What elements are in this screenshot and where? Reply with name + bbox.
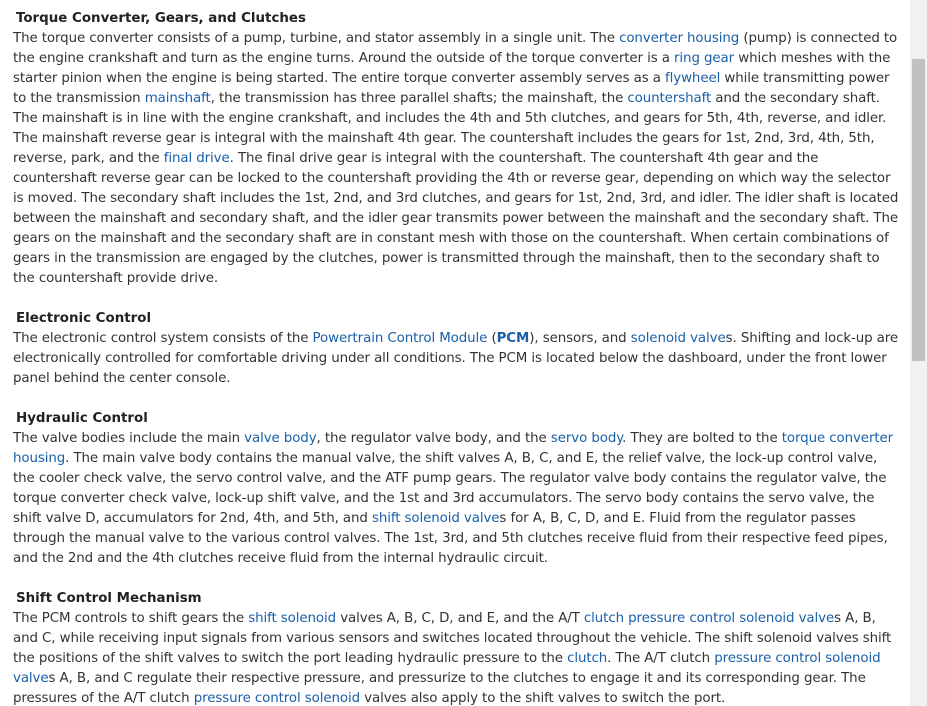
glossary-link[interactable]: flywheel [665, 71, 721, 86]
paragraph-text: s A, B, and C regulate their respective pressure, and pressurize to the clutches to engage it and its corresponding gear. The pressures of the A/T clutch [13, 671, 866, 706]
glossary-link[interactable]: pressure control solenoid valve [13, 651, 881, 686]
paragraph-text: , the transmission has three parallel shafts; the mainshaft, the [210, 91, 628, 106]
glossary-link[interactable]: shift solenoid [248, 611, 337, 626]
paragraph-text: s A, B, and C, while receiving input signals from various sensors and switches located throughout the vehicle. The shift solenoid valves shift the positions of the shift valves to switch the port leading hydraulic pressure to the [13, 611, 892, 666]
paragraph-text: valves A, B, C, D, and E, and the A/T [336, 611, 584, 626]
glossary-link[interactable]: ring gear [674, 51, 735, 66]
scrollbar-thumb[interactable] [912, 59, 925, 361]
paragraph-text: The electronic control system consists of the [13, 331, 313, 346]
glossary-link[interactable]: clutch [567, 651, 608, 666]
section-heading: Shift Control Mechanism [16, 591, 202, 606]
paragraph-text: while transmitting power to the transmission [13, 71, 890, 106]
section-paragraph [13, 429, 900, 569]
glossary-link[interactable]: mainshaft [144, 91, 211, 106]
glossary-link[interactable] [497, 331, 530, 346]
glossary-link[interactable]: Powertrain Control Module [312, 331, 488, 346]
vertical-scrollbar[interactable] [910, 0, 927, 706]
section-shift-control [13, 589, 900, 706]
section-paragraph [13, 29, 900, 289]
glossary-link[interactable]: converter housing [619, 31, 740, 46]
paragraph-text: ( [487, 331, 497, 346]
section-paragraph [13, 329, 900, 389]
paragraph-text: . The A/T clutch [607, 651, 715, 666]
paragraph-text: (pump) is connected to the engine crankshaft and turn as the engine turns. Around the outside of the torque converter is a [13, 31, 898, 66]
glossary-link[interactable]: solenoid valve [630, 331, 726, 346]
paragraph-text: s. Shifting and lock-up are electronically controlled for comfortable driving under all conditions. The PCM is located below the dashboard, under the front lower panel behind the center console. [13, 331, 899, 386]
paragraph-text: ), sensors, and [529, 331, 631, 346]
section-electronic-control [13, 309, 900, 389]
paragraph-text: The torque converter consists of a pump, turbine, and stator assembly in a single unit. The [13, 31, 620, 46]
paragraph-text: valves also apply to the shift valves to switch the port. [360, 691, 726, 706]
glossary-link[interactable]: countershaft [627, 91, 712, 106]
paragraph-text: The PCM controls to shift gears the [13, 611, 249, 626]
section-heading: Hydraulic Control [16, 411, 148, 426]
section-paragraph [13, 609, 900, 706]
paragraph-text: , the regulator valve body, and the [316, 431, 551, 446]
glossary-link[interactable]: valve body [244, 431, 317, 446]
glossary-link[interactable]: torque converter housing [13, 431, 894, 466]
glossary-link[interactable]: final drive [163, 151, 230, 166]
glossary-link-bold-text: PCM [496, 331, 530, 346]
paragraph-text: . The final drive gear is integral with the countershaft. The countershaft 4th gear and the countershaft reverse gear can be locked to the countershaft providing the 4th or reverse gear, depending on which way the selector is moved. The secondary shaft includes the 1st, 2nd, and 3rd clutches, and gears for 1st, 2nd, 3rd, and idler. The idler shaft is located between the mainshaft and secondary shaft, and the idler gear transmits power between the mainshaft and the secondary shaft. The gears on the mainshaft and the secondary shaft are in constant mesh with those on the countershaft. When certain combinations of gears in the transmission are engaged by the clutches, power is transmitted through the mainshaft, then to the secondary shaft to the countershaft provide drive. [13, 151, 899, 286]
glossary-link[interactable]: clutch pressure control solenoid valve [583, 611, 835, 626]
section-hydraulic-control [13, 409, 900, 569]
paragraph-text: The valve bodies include the main [13, 431, 245, 446]
section-heading: Electronic Control [16, 311, 152, 326]
glossary-link[interactable]: pressure control solenoid [193, 691, 360, 706]
paragraph-text: s for A, B, C, D, and E. Fluid from the regulator passes through the manual valve to the various control valves. The 1st, 3rd, and 5th clutches receive fluid from their respective feed pipes, and the 2nd and the 4th clutches receive fluid from the internal hydraulic circuit. [13, 511, 888, 566]
glossary-link[interactable]: shift solenoid valve [371, 511, 500, 526]
glossary-link[interactable]: servo body [550, 431, 623, 446]
paragraph-text: . They are bolted to the [622, 431, 782, 446]
section-torque-converter [13, 9, 900, 289]
paragraph-text: which meshes with the starter pinion when the engine is being started. The entire torque converter assembly serves as a [13, 51, 891, 86]
paragraph-text: and the secondary shaft. The mainshaft is in line with the engine crankshaft, and includes the 4th and 5th clutches, and gears for 5th, 4th, reverse, and idler. The mainshaft reverse gear is integral with the mainshaft 4th gear. The countershaft includes the gears for 1st, 2nd, 3rd, 4th, 5th, reverse, park, and the [13, 91, 887, 166]
paragraph-text: . The main valve body contains the manual valve, the shift valves A, B, C, and E, the relief valve, the lock-up control valve, the cooler check valve, the servo control valve, and the ATF pump gears. The regulator valve body contains the regulator valve, the torque converter check valve, lock-up shift valve, and the 1st and 3rd accumulators. The servo body contains the servo valve, the shift valve D, accumulators for 2nd, 4th, and 5th, and [13, 451, 887, 526]
section-heading: Torque Converter, Gears, and Clutches [16, 11, 306, 26]
